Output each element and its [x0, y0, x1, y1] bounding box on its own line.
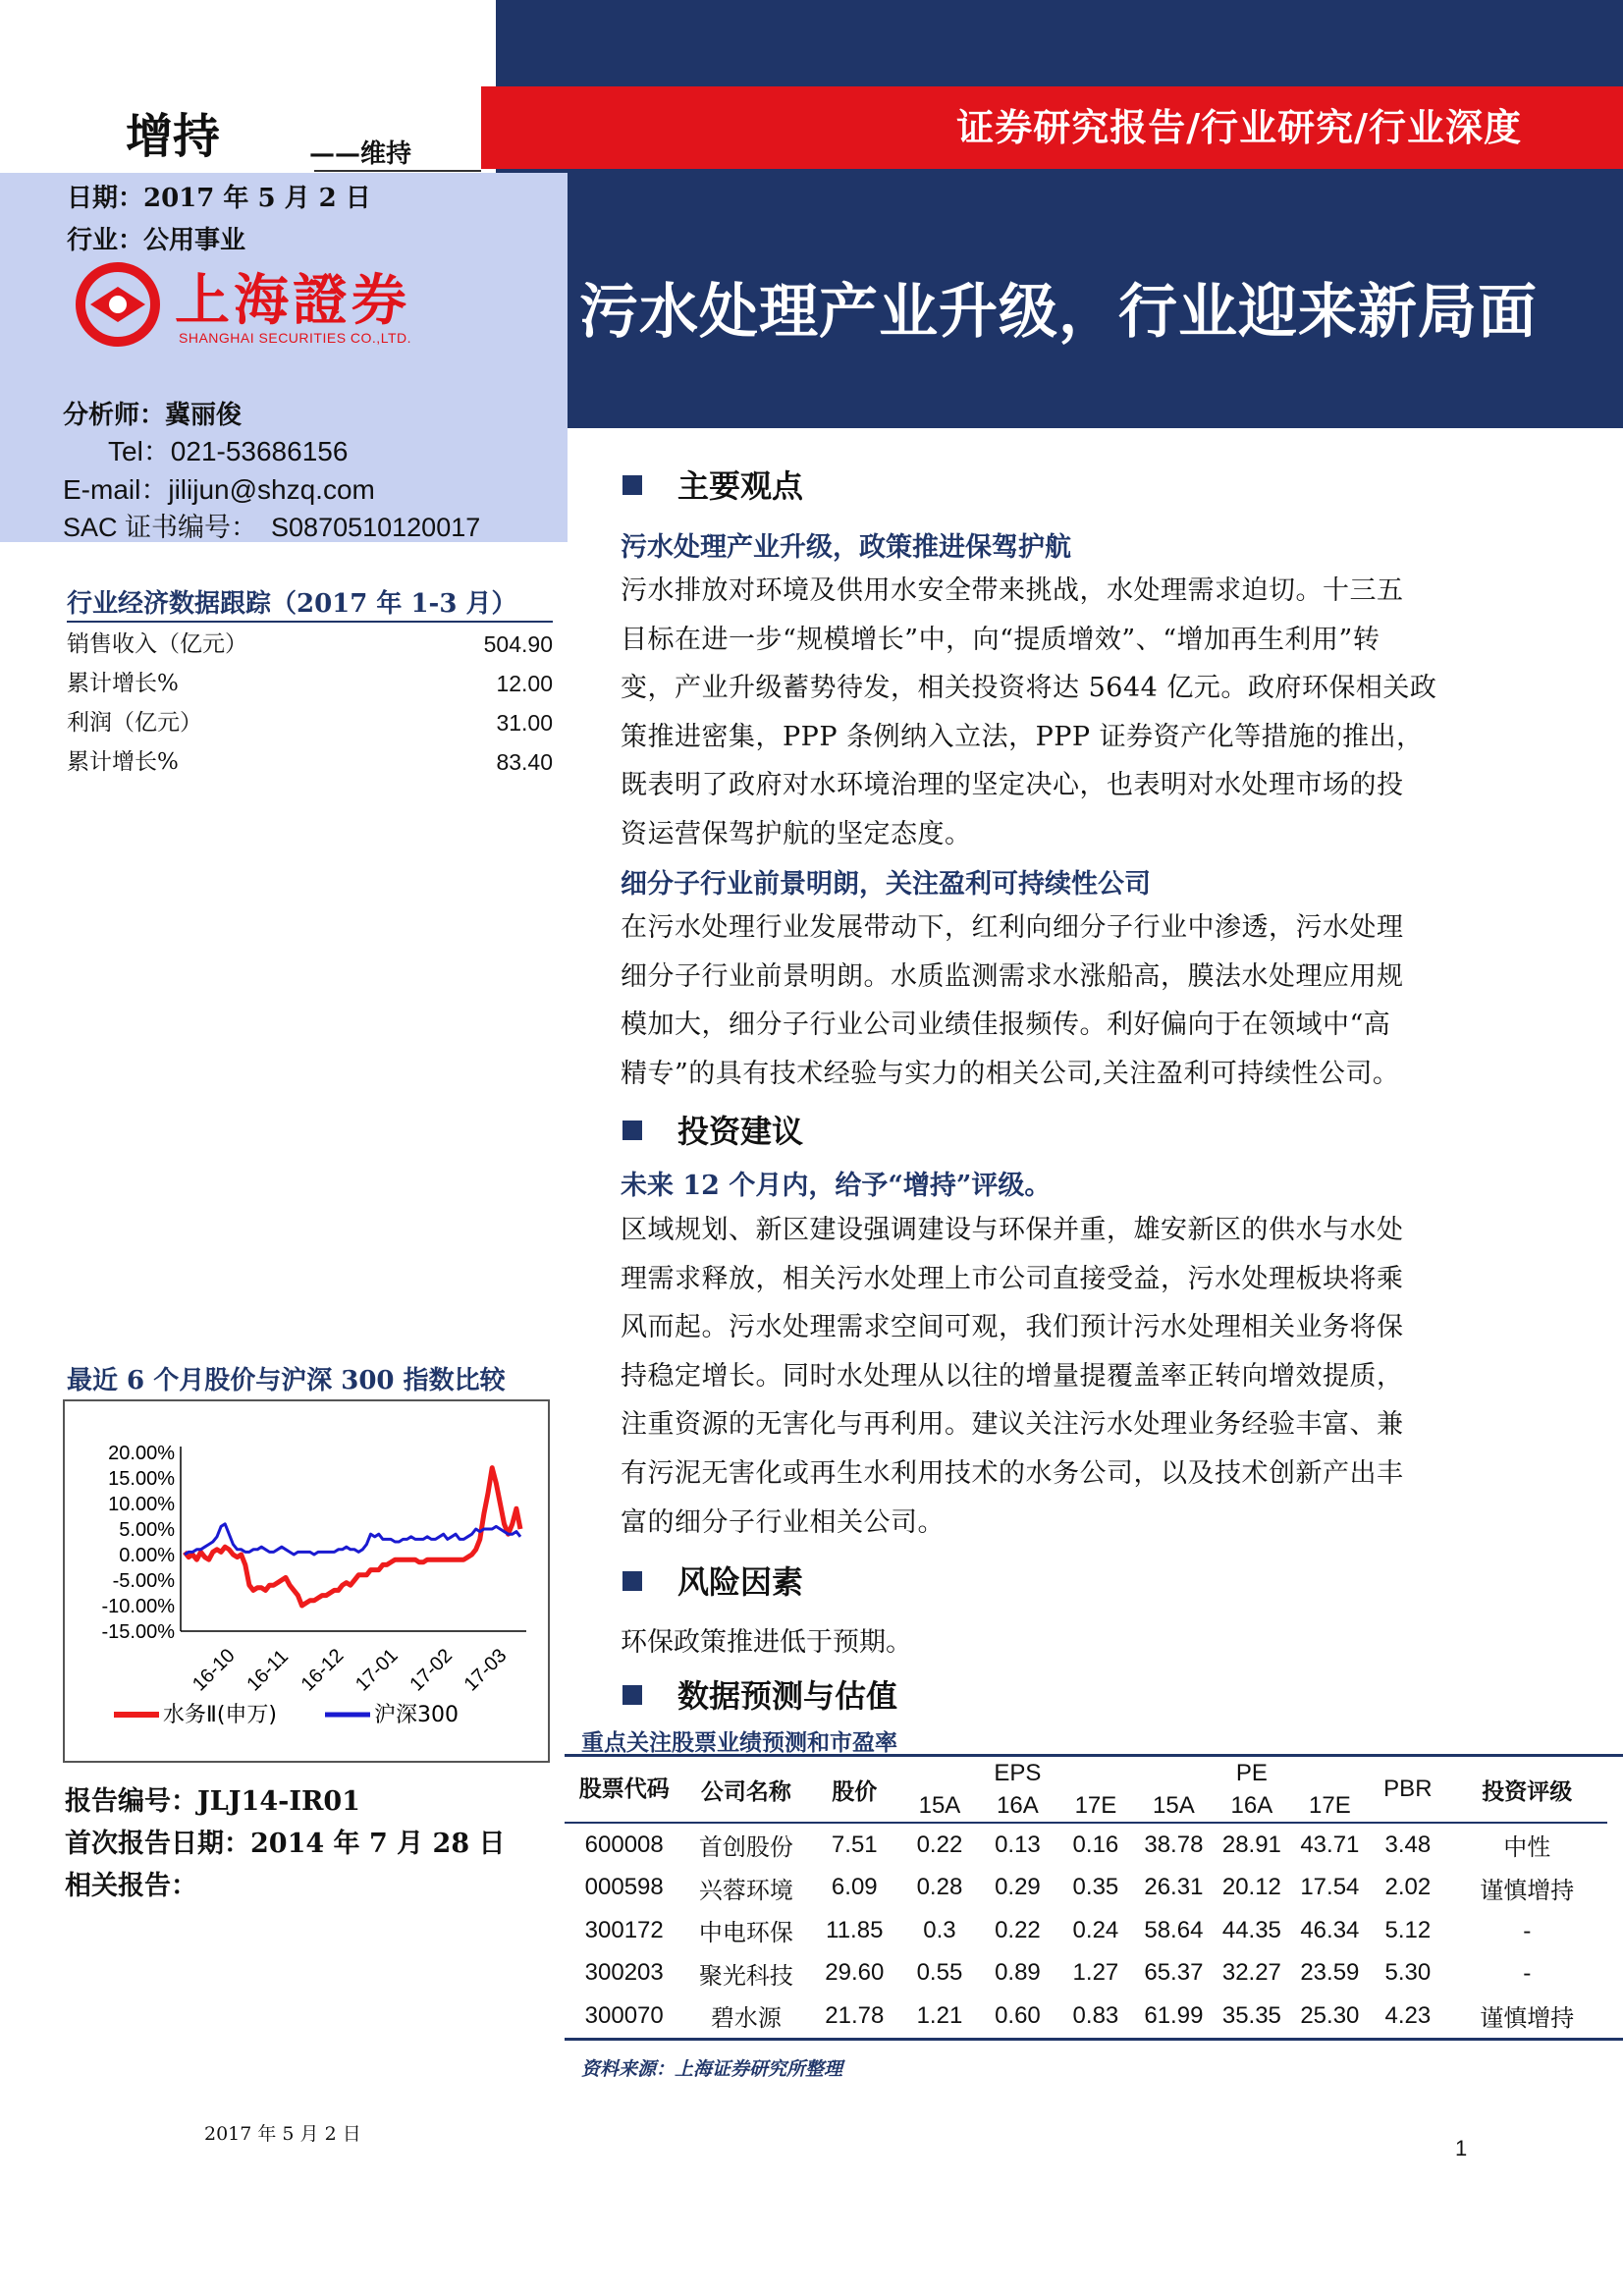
- x-tick-label: 17-03: [460, 1644, 512, 1696]
- related-reports: 相关报告：: [65, 1871, 197, 1901]
- y-tick-label: 15.00%: [108, 1468, 175, 1490]
- paragraph: [621, 1206, 1455, 1547]
- table-cell: 300172: [584, 1916, 664, 1943]
- report-title: 污水处理产业升级，行业迎来新局面: [579, 278, 1538, 347]
- table-cell: 中电环保: [698, 1919, 793, 1947]
- table-cell: 0.3: [923, 1916, 956, 1943]
- table-cell: 1.21: [916, 2001, 963, 2029]
- table-cell: -: [1523, 1916, 1532, 1944]
- table-cell: 2.02: [1384, 1874, 1432, 1901]
- bullet-square-icon: [622, 1685, 642, 1705]
- heading-text: 风险因素: [677, 1563, 804, 1601]
- header-eps: EPS: [994, 1759, 1042, 1786]
- table-cell: 26.31: [1144, 1874, 1204, 1901]
- table-cell: 谨慎增持: [1480, 2004, 1575, 2033]
- y-tick-label: 0.00%: [119, 1545, 175, 1566]
- text-line: 细分子行业前景明朗。水质监测需求水涨船高，膜法水处理应用规: [621, 960, 1404, 992]
- header-navy-panel: [496, 0, 1623, 428]
- email-link[interactable]: jilijun@shzq.com: [168, 474, 375, 505]
- text-line: 风而起。污水处理需求空间可观，我们预计污水处理相关业务将保: [621, 1312, 1404, 1343]
- row-label: 利润（亿元）: [67, 710, 202, 736]
- text-line: 资运营保驾护航的坚定态度。: [621, 818, 972, 849]
- x-tick-label: 16-11: [243, 1645, 293, 1696]
- sac-label: SAC 证书编号：: [63, 513, 258, 542]
- text-line: 既表明了政府对水环境治理的坚定决心，也表明对水处理市场的投: [621, 770, 1404, 801]
- text-line: 区域规划、新区建设强调建设与环保并重，雄安新区的供水与水处: [621, 1215, 1404, 1245]
- table-cell: 0.28: [916, 1874, 963, 1901]
- text-line: 注重资源的无害化与再利用。建议关注污水处理业务经验丰富、兼: [621, 1409, 1404, 1441]
- table-cell: 0.16: [1072, 1831, 1119, 1858]
- chart-title: 最近 6 个月股价与沪深 300 指数比较: [67, 1366, 506, 1395]
- paragraph: [621, 903, 1455, 1098]
- header-rating: 投资评级: [1482, 1777, 1573, 1805]
- table-cell: 25.30: [1300, 2001, 1360, 2029]
- table-cell: 1.27: [1072, 1959, 1119, 1987]
- table-row: [67, 703, 553, 742]
- legend-label-1: 水务Ⅱ(申万): [163, 1703, 277, 1727]
- table-cell: 21.78: [825, 2001, 885, 2029]
- table-cell: 5.30: [1384, 1959, 1432, 1987]
- table-cell: 聚光科技: [698, 1961, 793, 1990]
- report-number: 报告编号：JLJ14-IR01: [65, 1786, 360, 1817]
- row-value: 504.90: [483, 631, 553, 657]
- y-tick-label: -15.00%: [101, 1621, 175, 1643]
- y-tick-label: 10.00%: [108, 1494, 175, 1515]
- section-heading-investment: [622, 1107, 803, 1152]
- section-heading-risk: [622, 1558, 803, 1603]
- analyst-email: [63, 468, 375, 508]
- header-year: 15A: [918, 1791, 961, 1819]
- table-cell: 0.13: [995, 1831, 1041, 1858]
- subheading: 污水处理产业升级，政策推进保驾护航: [621, 532, 1071, 563]
- table-cell: 中性: [1503, 1833, 1551, 1862]
- industry-data-table: [67, 625, 553, 782]
- divider: [67, 621, 553, 623]
- table-cell: 38.78: [1144, 1831, 1204, 1858]
- table-cell: 43.71: [1300, 1831, 1360, 1858]
- table-cell: 0.55: [916, 1959, 963, 1987]
- table-cell: 29.60: [825, 1959, 885, 1987]
- line-chart: [65, 1401, 548, 1761]
- table-header-row: [565, 1757, 1607, 1789]
- forecast-table: [565, 1754, 1623, 2041]
- text-line: 污水排放对环境及供用水安全带来挑战，水处理需求迫切。十三五: [621, 575, 1404, 606]
- subheading: 未来 12 个月内，给予“增持”评级。: [621, 1171, 1052, 1201]
- text-line: 在污水处理行业发展带动下，红利向细分子行业中渗透，污水处理: [621, 912, 1404, 943]
- bullet-square-icon: [622, 475, 642, 495]
- table-cell: 58.64: [1144, 1916, 1204, 1943]
- chart-frame: [63, 1399, 550, 1763]
- table-cell: 300070: [584, 2001, 664, 2029]
- table-cell: 20.12: [1221, 1874, 1281, 1901]
- header-code: 股票代码: [578, 1776, 670, 1802]
- text-line: 富的细分子行业相关公司。: [621, 1506, 945, 1538]
- table-source: 资料来源：上海证券研究所整理: [581, 2058, 843, 2080]
- x-tick-label: 16-12: [297, 1644, 349, 1696]
- analyst-tel: Tel：021-53686156: [108, 436, 349, 466]
- table-cell: 0.89: [995, 1959, 1041, 1987]
- table-cell: 11.85: [826, 1916, 884, 1943]
- text-line: 有污泥无害化或再生水利用技术的水务公司，以及技术创新产出丰: [621, 1457, 1404, 1489]
- email-label: E-mail：: [63, 474, 169, 505]
- row-label: 累计增长%: [67, 671, 179, 696]
- table-cell: 0.35: [1072, 1874, 1119, 1901]
- sac-number: S0870510120017: [271, 513, 481, 542]
- table-cell: 3.48: [1384, 1831, 1432, 1858]
- table-row: [565, 1995, 1607, 2038]
- table-cell: 32.27: [1221, 1959, 1281, 1987]
- bullet-square-icon: [622, 1121, 642, 1140]
- y-tick-label: 20.00%: [108, 1443, 175, 1464]
- divider: [314, 170, 481, 172]
- table-row: [565, 1867, 1607, 1910]
- text-line: 理需求释放，相关污水处理上市公司直接受益，污水处理板块将乘: [621, 1263, 1404, 1294]
- table-cell: 0.83: [1072, 2001, 1119, 2029]
- industry-data-title: 行业经济数据跟踪（2017 年 1-3 月）: [67, 589, 517, 619]
- table-row: [67, 664, 553, 703]
- analyst-name: 分析师：冀丽俊: [63, 400, 243, 429]
- y-tick-label: -5.00%: [112, 1570, 175, 1592]
- table-cell: 44.35: [1221, 1916, 1281, 1943]
- table-cell: 6.09: [831, 1874, 878, 1901]
- row-value: 83.40: [496, 749, 553, 775]
- header-year: 17E: [1074, 1791, 1117, 1819]
- table-cell: 谨慎增持: [1480, 1876, 1575, 1904]
- row-value: 12.00: [496, 671, 553, 696]
- row-value: 31.00: [496, 710, 553, 736]
- table-row: [565, 1823, 1607, 1867]
- bullet-square-icon: [622, 1571, 642, 1591]
- table-cell: 兴蓉环境: [698, 1876, 793, 1904]
- analyst-sac: [63, 506, 480, 544]
- y-tick-label: 5.00%: [119, 1519, 175, 1541]
- header-name: 公司名称: [700, 1777, 791, 1805]
- heading-text: 投资建议: [677, 1113, 804, 1150]
- row-label: 累计增长%: [67, 749, 179, 775]
- table-cell: 5.12: [1384, 1916, 1432, 1943]
- industry-label: 行业：公用事业: [67, 226, 246, 255]
- table-cell: 65.37: [1144, 1959, 1204, 1987]
- logo-emblem-icon: [69, 257, 167, 352]
- header-year: 16A: [1230, 1791, 1273, 1819]
- table-cell: 600008: [584, 1831, 664, 1858]
- text-line: 变，产业升级蓄势待发，相关投资将达 5644 亿元。政府环保相关政: [621, 673, 1437, 704]
- risk-text: 环保政策推进低于预期。: [621, 1627, 912, 1658]
- series-line-2: [185, 1524, 520, 1555]
- table-cell: 35.35: [1221, 2001, 1281, 2029]
- header-price: 股价: [832, 1777, 878, 1805]
- text-line: 模加大，细分子行业公司业绩佳报频传。利好偏向于在领域中“高: [621, 1010, 1391, 1041]
- table-cell: 61.99: [1144, 2001, 1204, 2029]
- text-line: 策推进密集，PPP 条例纳入立法，PPP 证券资产化等措施的推出，: [621, 721, 1424, 752]
- table-cell: 23.59: [1300, 1959, 1360, 1987]
- header-year: 17E: [1309, 1791, 1351, 1819]
- section-heading-forecast: [622, 1671, 897, 1717]
- header-year: 15A: [1153, 1791, 1195, 1819]
- table-row: [67, 742, 553, 782]
- subheading: 细分子行业前景明朗，关注盈利可持续性公司: [621, 869, 1151, 900]
- table-cell: 300203: [584, 1959, 664, 1987]
- y-tick-label: -10.00%: [101, 1596, 175, 1617]
- x-tick-label: 16-10: [188, 1644, 240, 1696]
- table-cell: -: [1523, 1959, 1532, 1988]
- header-year: 16A: [997, 1791, 1039, 1819]
- section-heading-main-points: [622, 462, 803, 507]
- table-cell: 000598: [584, 1874, 664, 1901]
- heading-text: 主要观点: [677, 467, 804, 505]
- table-row: [565, 1909, 1607, 1952]
- table-cell: 碧水源: [710, 2004, 782, 2033]
- table-cell: 0.60: [995, 2001, 1041, 2029]
- page-number: 1: [1455, 2136, 1468, 2160]
- table-cell: 17.54: [1300, 1874, 1360, 1901]
- table-cell: 0.22: [916, 1831, 963, 1858]
- header-pe: PE: [1235, 1759, 1268, 1786]
- table-row: [67, 625, 553, 664]
- text-line: 目标在进一步“规模增长”中，向“提质增效”、“增加再生利用”转: [621, 624, 1380, 655]
- table-row: [565, 1952, 1607, 1995]
- heading-text: 数据预测与估值: [677, 1677, 898, 1715]
- legend-label-2: 沪深300: [374, 1703, 459, 1727]
- company-logo: [69, 257, 452, 352]
- table-cell: 0.29: [995, 1874, 1041, 1901]
- logo-en-text: SHANGHAI SECURITIES CO.,LTD.: [179, 330, 411, 346]
- first-report-date: 首次报告日期：2014 年 7 月 28 日: [65, 1829, 506, 1859]
- paragraph: [621, 567, 1455, 859]
- table-cell: 28.91: [1221, 1831, 1281, 1858]
- x-tick-label: 17-02: [406, 1644, 458, 1696]
- table-cell: 7.51: [831, 1831, 878, 1858]
- table-cell: 4.23: [1384, 2001, 1432, 2029]
- header-pbr: PBR: [1383, 1776, 1433, 1802]
- rating-sub-label: ——维持: [309, 139, 412, 169]
- table-title: 重点关注股票业绩预测和市盈率: [581, 1729, 897, 1756]
- breadcrumb: 证券研究报告/行业研究/行业深度: [956, 105, 1522, 149]
- table-cell: 首创股份: [698, 1833, 793, 1862]
- table-cell: 0.22: [995, 1916, 1041, 1943]
- footer-date: 2017 年 5 月 2 日: [204, 2123, 361, 2145]
- row-label: 销售收入（亿元）: [67, 631, 247, 657]
- text-line: 精专”的具有技术经验与实力的相关公司,关注盈利可持续性公司。: [621, 1058, 1400, 1089]
- table-cell: 46.34: [1300, 1916, 1360, 1943]
- rating-label: 增持: [126, 109, 221, 164]
- text-line: 持稳定增长。同时水处理从以往的增量提覆盖率正转向增效提质，: [621, 1360, 1404, 1392]
- table-cell: 0.24: [1072, 1916, 1119, 1943]
- logo-cn-text: 上海證券: [175, 268, 410, 333]
- x-tick-label: 17-01: [351, 1644, 403, 1696]
- report-date: 日期：2017 年 5 月 2 日: [67, 184, 371, 213]
